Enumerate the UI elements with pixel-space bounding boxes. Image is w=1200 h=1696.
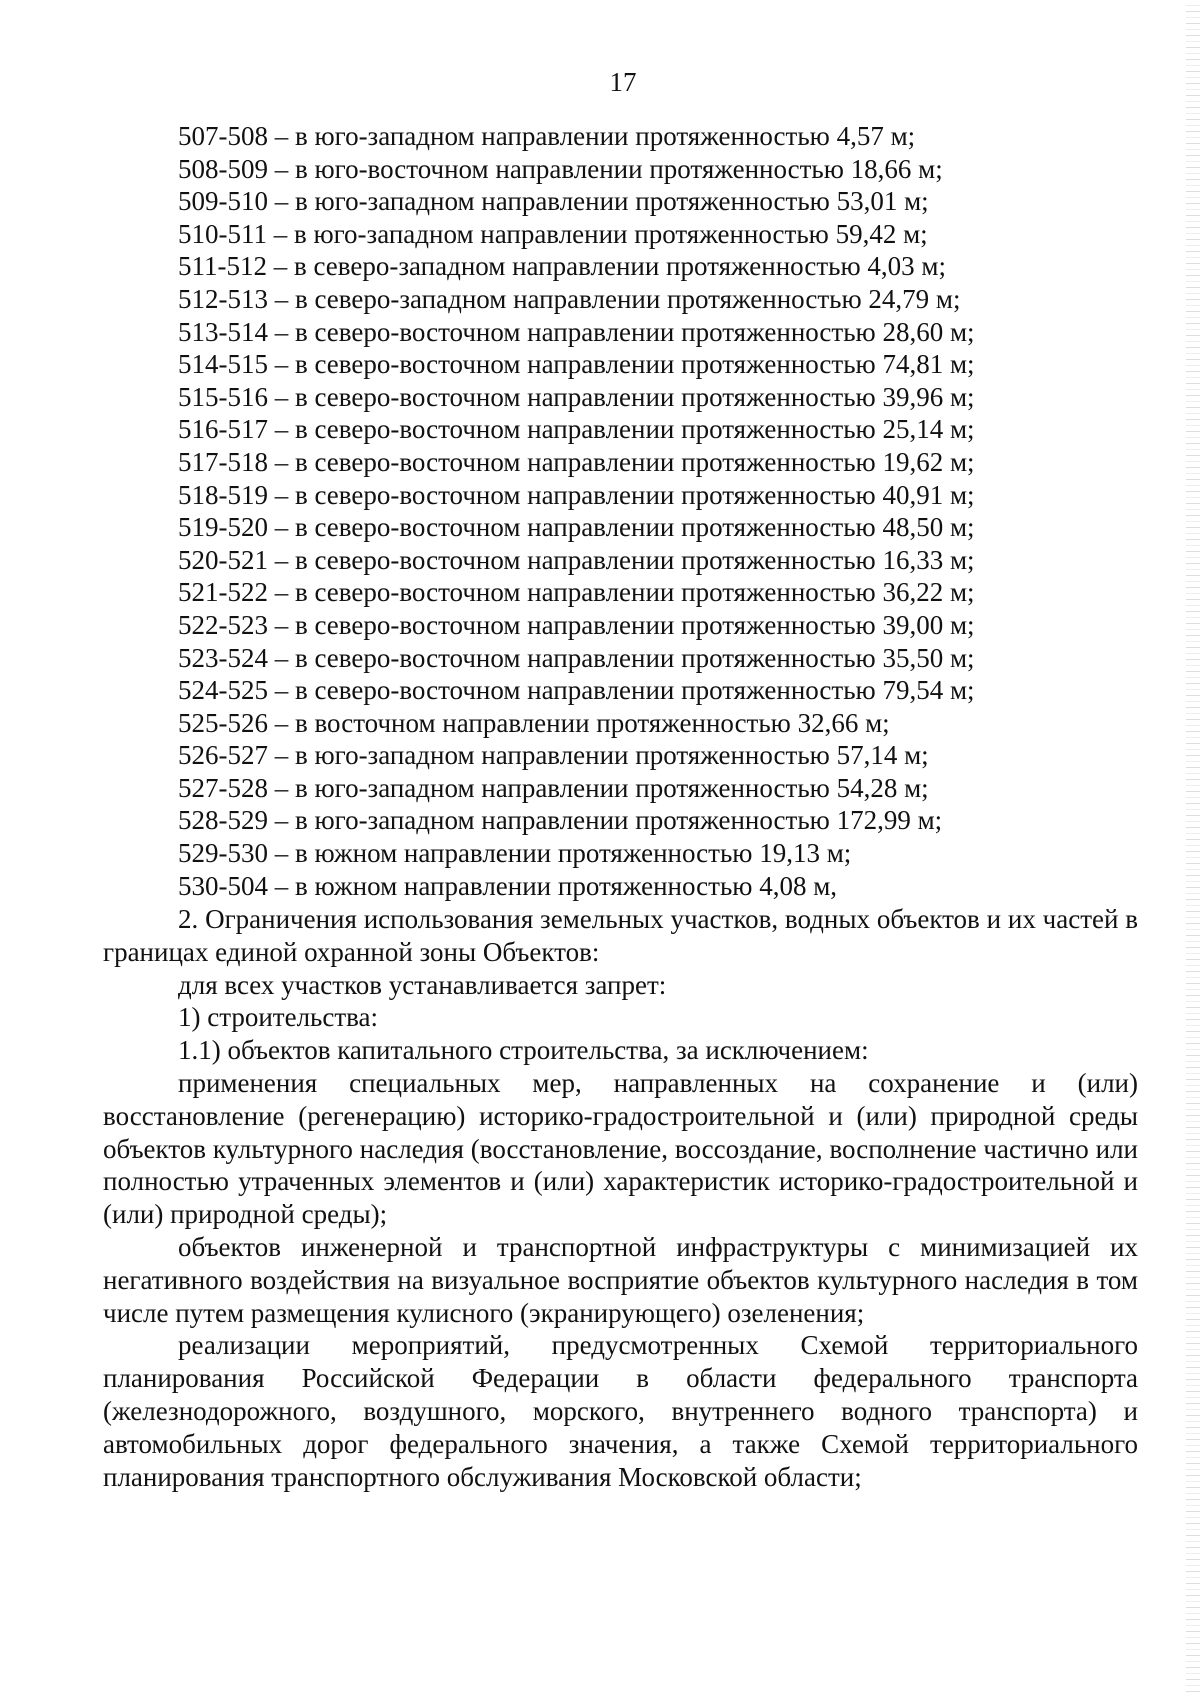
segment-row: 522-523 – в северо-восточном направлении протяженностью 39,00 м; (178, 609, 975, 640)
segment-row: 527-528 – в юго-западном направлении протяженностью 54,28 м; (178, 772, 929, 803)
paragraph: 1) строительства: (178, 1002, 379, 1033)
segment-row: 521-522 – в северо-восточном направлении протяженностью 36,22 м; (178, 577, 975, 608)
page-number: 17 (609, 67, 637, 97)
segment-row: 523-524 – в северо-восточном направлении протяженностью 35,50 м; (178, 642, 975, 673)
segment-row: 518-519 – в северо-восточном направлении протяженностью 40,91 м; (178, 479, 975, 510)
segment-row: 511-512 – в северо-западном направлении протяженностью 4,03 м; (178, 251, 946, 282)
segment-row: 519-520 – в северо-восточном направлении протяженностью 48,50 м; (178, 512, 975, 543)
paragraph: 1.1) объектов капитального строительства, за исключением: (178, 1035, 869, 1066)
segment-row: 513-514 – в северо-восточном направлении протяженностью 28,60 м; (178, 316, 975, 347)
segment-row: 524-525 – в северо-восточном направлении протяженностью 79,54 м; (178, 675, 975, 706)
segment-row: 507-508 – в юго-западном направлении протяженностью 4,57 м; (178, 121, 916, 151)
segment-row: 514-515 – в северо-восточном направлении протяженностью 74,81 м; (178, 349, 975, 380)
segment-row: 529-530 – в южном направлении протяженностью 19,13 м; (178, 838, 852, 869)
segment-row: 525-526 – в восточном направлении протяженностью 32,66 м; (178, 707, 890, 738)
segment-row: 510-511 – в юго-западном направлении протяженностью 59,42 м; (178, 218, 928, 249)
segment-row: 528-529 – в юго-западном направлении протяженностью 172,99 м; (178, 805, 943, 836)
segment-row: 526-527 – в юго-западном направлении протяженностью 57,14 м; (178, 740, 929, 771)
segment-row: 517-518 – в северо-восточном направлении протяженностью 19,62 м; (178, 446, 975, 477)
segment-row: 508-509 – в юго-восточном направлении протяженностью 18,66 м; (178, 153, 943, 184)
restrictions-section (103, 903, 1138, 1493)
scan-edge-artifact (1186, 0, 1200, 1696)
segment-row: 512-513 – в северо-западном направлении протяженностью 24,79 м; (178, 283, 961, 314)
segment-row: 515-516 – в северо-восточном направлении протяженностью 39,96 м; (178, 381, 975, 412)
boundary-segment-list (178, 120, 1078, 902)
paragraph: применения специальных мер, направленных на сохранение и (или) восстановление (регенерацию) историко-градостроительной и (или) природной среды объектов культурного наследия (восстановление, воссоздание, восполнение частично или полностью утраченных элементов и (или) характеристик историко-градостроительной и (или) природной среды); (103, 1067, 1138, 1230)
section-heading-paragraph: 2. Ограничения использования земельных участков, водных объектов и их частей в границах единой охранной зоны Объектов: (103, 904, 1138, 967)
segment-row: 509-510 – в юго-западном направлении протяженностью 53,01 м; (178, 186, 929, 217)
segment-row: 530-504 – в южном направлении протяженностью 4,08 м, (178, 870, 838, 901)
paragraph: объектов инженерной и транспортной инфраструктуры с минимизацией их негативного воздействия на визуальное восприятие объектов культурного наследия в том числе путем размещения кулисного (экранирующего) озеленения; (103, 1231, 1138, 1328)
paragraph: для всех участков устанавливается запрет: (178, 969, 667, 1000)
segment-row: 520-521 – в северо-восточном направлении протяженностью 16,33 м; (178, 544, 975, 575)
segment-row: 516-517 – в северо-восточном направлении протяженностью 25,14 м; (178, 414, 975, 445)
paragraph: реализации мероприятий, предусмотренных Схемой территориального планирования Российской Федерации в области федерального транспорта (железнодорожного, воздушного, морского, внутреннего водного транспорта) и автомобильных дорог федерального значения, а также Схемой территориального планирования транспортного обслуживания Московской области; (103, 1330, 1138, 1492)
